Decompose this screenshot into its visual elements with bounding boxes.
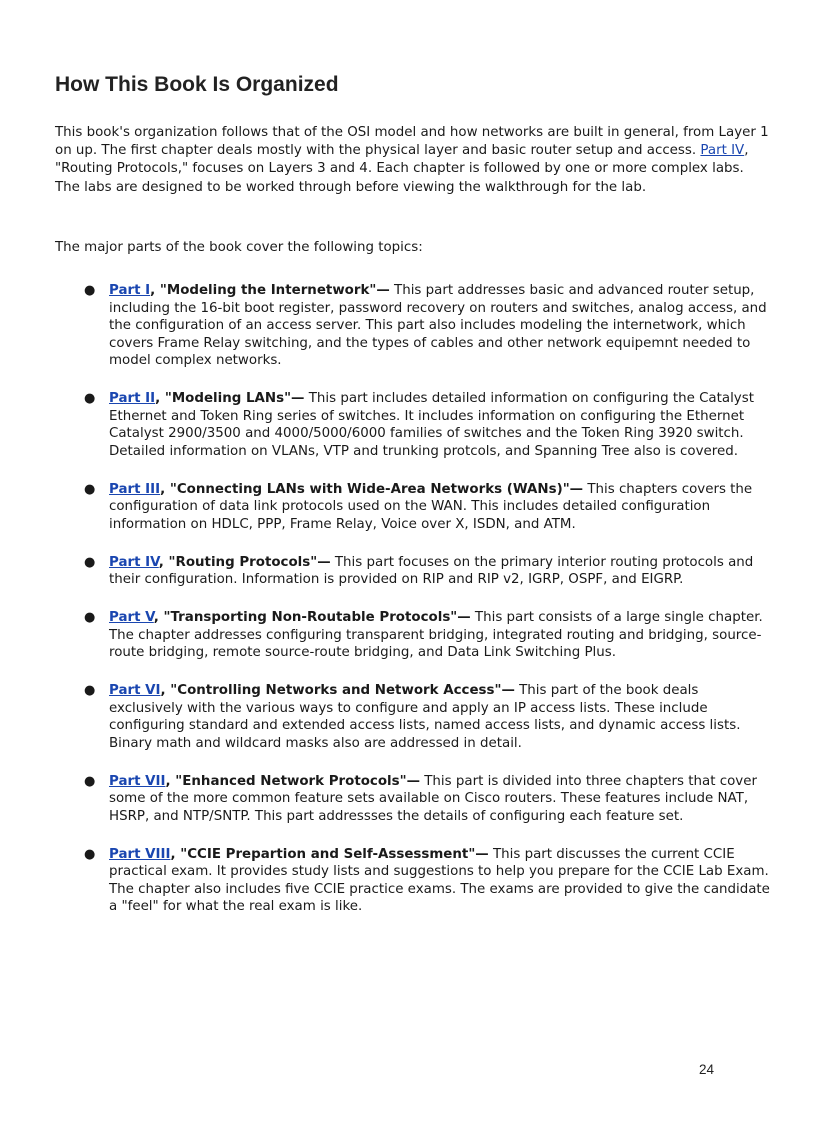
page-title: How This Book Is Organized [55, 73, 339, 96]
intro-paragraph [55, 124, 770, 197]
part-title: , "CCIE Prepartion and Self-Assessment"— [170, 846, 489, 862]
list-item [55, 481, 770, 534]
list-item [55, 554, 770, 589]
bullet-icon: ● [84, 683, 96, 698]
part-link[interactable]: Part III [109, 481, 161, 497]
parts-list [55, 282, 770, 936]
part-title: , "Enhanced Network Protocols"— [165, 773, 420, 789]
part-description: This part includes detailed information on configuring the Catalyst Ethernet and Token Ring series of switches. It includes information on configuring the Ethernet Catalyst 2900/3500 and 4000/5000/6000 families of switches and the Token Ring 3920 switch. Detailed information on VLANs, VTP and trunking protcols, and Spanning Tree also is covered. [109, 391, 754, 459]
part-link[interactable]: Part VIII [109, 846, 171, 862]
bullet-icon: ● [84, 391, 96, 406]
bullet-icon: ● [84, 283, 96, 298]
part-description: This part addresses basic and advanced router setup, including the 16-bit boot register, password recovery on routers and switches, analog access, and the configuration of an access server. This part also includes modeling the internetwork, which covers Frame Relay switching, and the types of cables and other network equipemnt needed to model complex networks. [109, 283, 767, 368]
part-title: , "Controlling Networks and Network Access"— [160, 683, 515, 698]
part-title: , "Modeling the Internetwork"— [150, 283, 390, 298]
part-description: This chapters covers the configuration of data link protocols used on the WAN. This includes detailed configuration information on HDLC, PPP, Frame Relay, Voice over X, ISDN, and ATM. [109, 481, 753, 532]
bullet-icon: ● [84, 554, 96, 570]
part-link[interactable]: Part VI [109, 683, 161, 698]
major-parts-intro: The major parts of the book cover the following topics: [55, 240, 423, 255]
list-item [55, 682, 770, 752]
page-number: 24 [699, 1062, 715, 1077]
part-link[interactable]: Part V [109, 610, 154, 625]
part-iv-link[interactable]: Part IV [700, 143, 745, 159]
intro-text-1: This book's organization follows that of the OSI model and how networks are built in general, from Layer 1 on up. The first chapter deals mostly with the physical layer and basic router setup and access. [55, 125, 769, 159]
part-link[interactable]: Part IV [109, 554, 159, 570]
intro-text-2: , "Routing Protocols," focuses on Layers 3 and 4. Each chapter is followed by one or more complex labs. The labs are designed to be worked through before viewing the walkthrough for the lab. [55, 143, 749, 195]
list-item [55, 846, 770, 916]
part-description: This part consists of a large single chapter. The chapter addresses configuring transparent bridging, integrated routing and bridging, source-route bridging, remote source-route bridging, and Data Link Switching Plus. [109, 610, 763, 660]
bullet-icon: ● [84, 481, 96, 497]
part-link[interactable]: Part VII [109, 773, 166, 789]
list-item [55, 390, 770, 460]
part-description: This part of the book deals exclusively with the various ways to configure and apply an IP access lists. These include configuring standard and extended access lists, named access lists, and dynamic access lists. Binary math and wildcard masks also are addressed in detail. [109, 683, 741, 751]
part-title: , "Transporting Non-Routable Protocols"— [153, 610, 471, 625]
part-title: , "Connecting LANs with Wide-Area Networks (WANs)"— [160, 481, 584, 497]
bullet-icon: ● [84, 773, 96, 789]
bullet-icon: ● [84, 610, 96, 625]
part-title: , "Routing Protocols"— [158, 554, 331, 570]
part-description: This part focuses on the primary interior routing protocols and their configuration. Information is provided on RIP and RIP v2, IGRP, OSPF, and EIGRP. [109, 554, 754, 587]
bullet-icon: ● [84, 846, 96, 862]
part-description: This part is divided into three chapters that cover some of the more common feature sets available on Cisco routers. These features include NAT, HSRP, and NTP/SNTP. This part addressses the details of configuring each feature set. [109, 773, 757, 824]
list-item [55, 609, 770, 662]
part-title: , "Modeling LANs"— [155, 391, 305, 406]
list-item [55, 282, 770, 370]
part-link[interactable]: Part I [109, 283, 151, 298]
list-item [55, 773, 770, 826]
part-description: This part discusses the current CCIE practical exam. It provides study lists and suggestions to help you prepare for the CCIE Lab Exam. The chapter also includes five CCIE practice exams. The exams are provided to give the candidate a "feel" for what the real exam is like. [109, 846, 770, 914]
part-link[interactable]: Part II [109, 391, 156, 406]
